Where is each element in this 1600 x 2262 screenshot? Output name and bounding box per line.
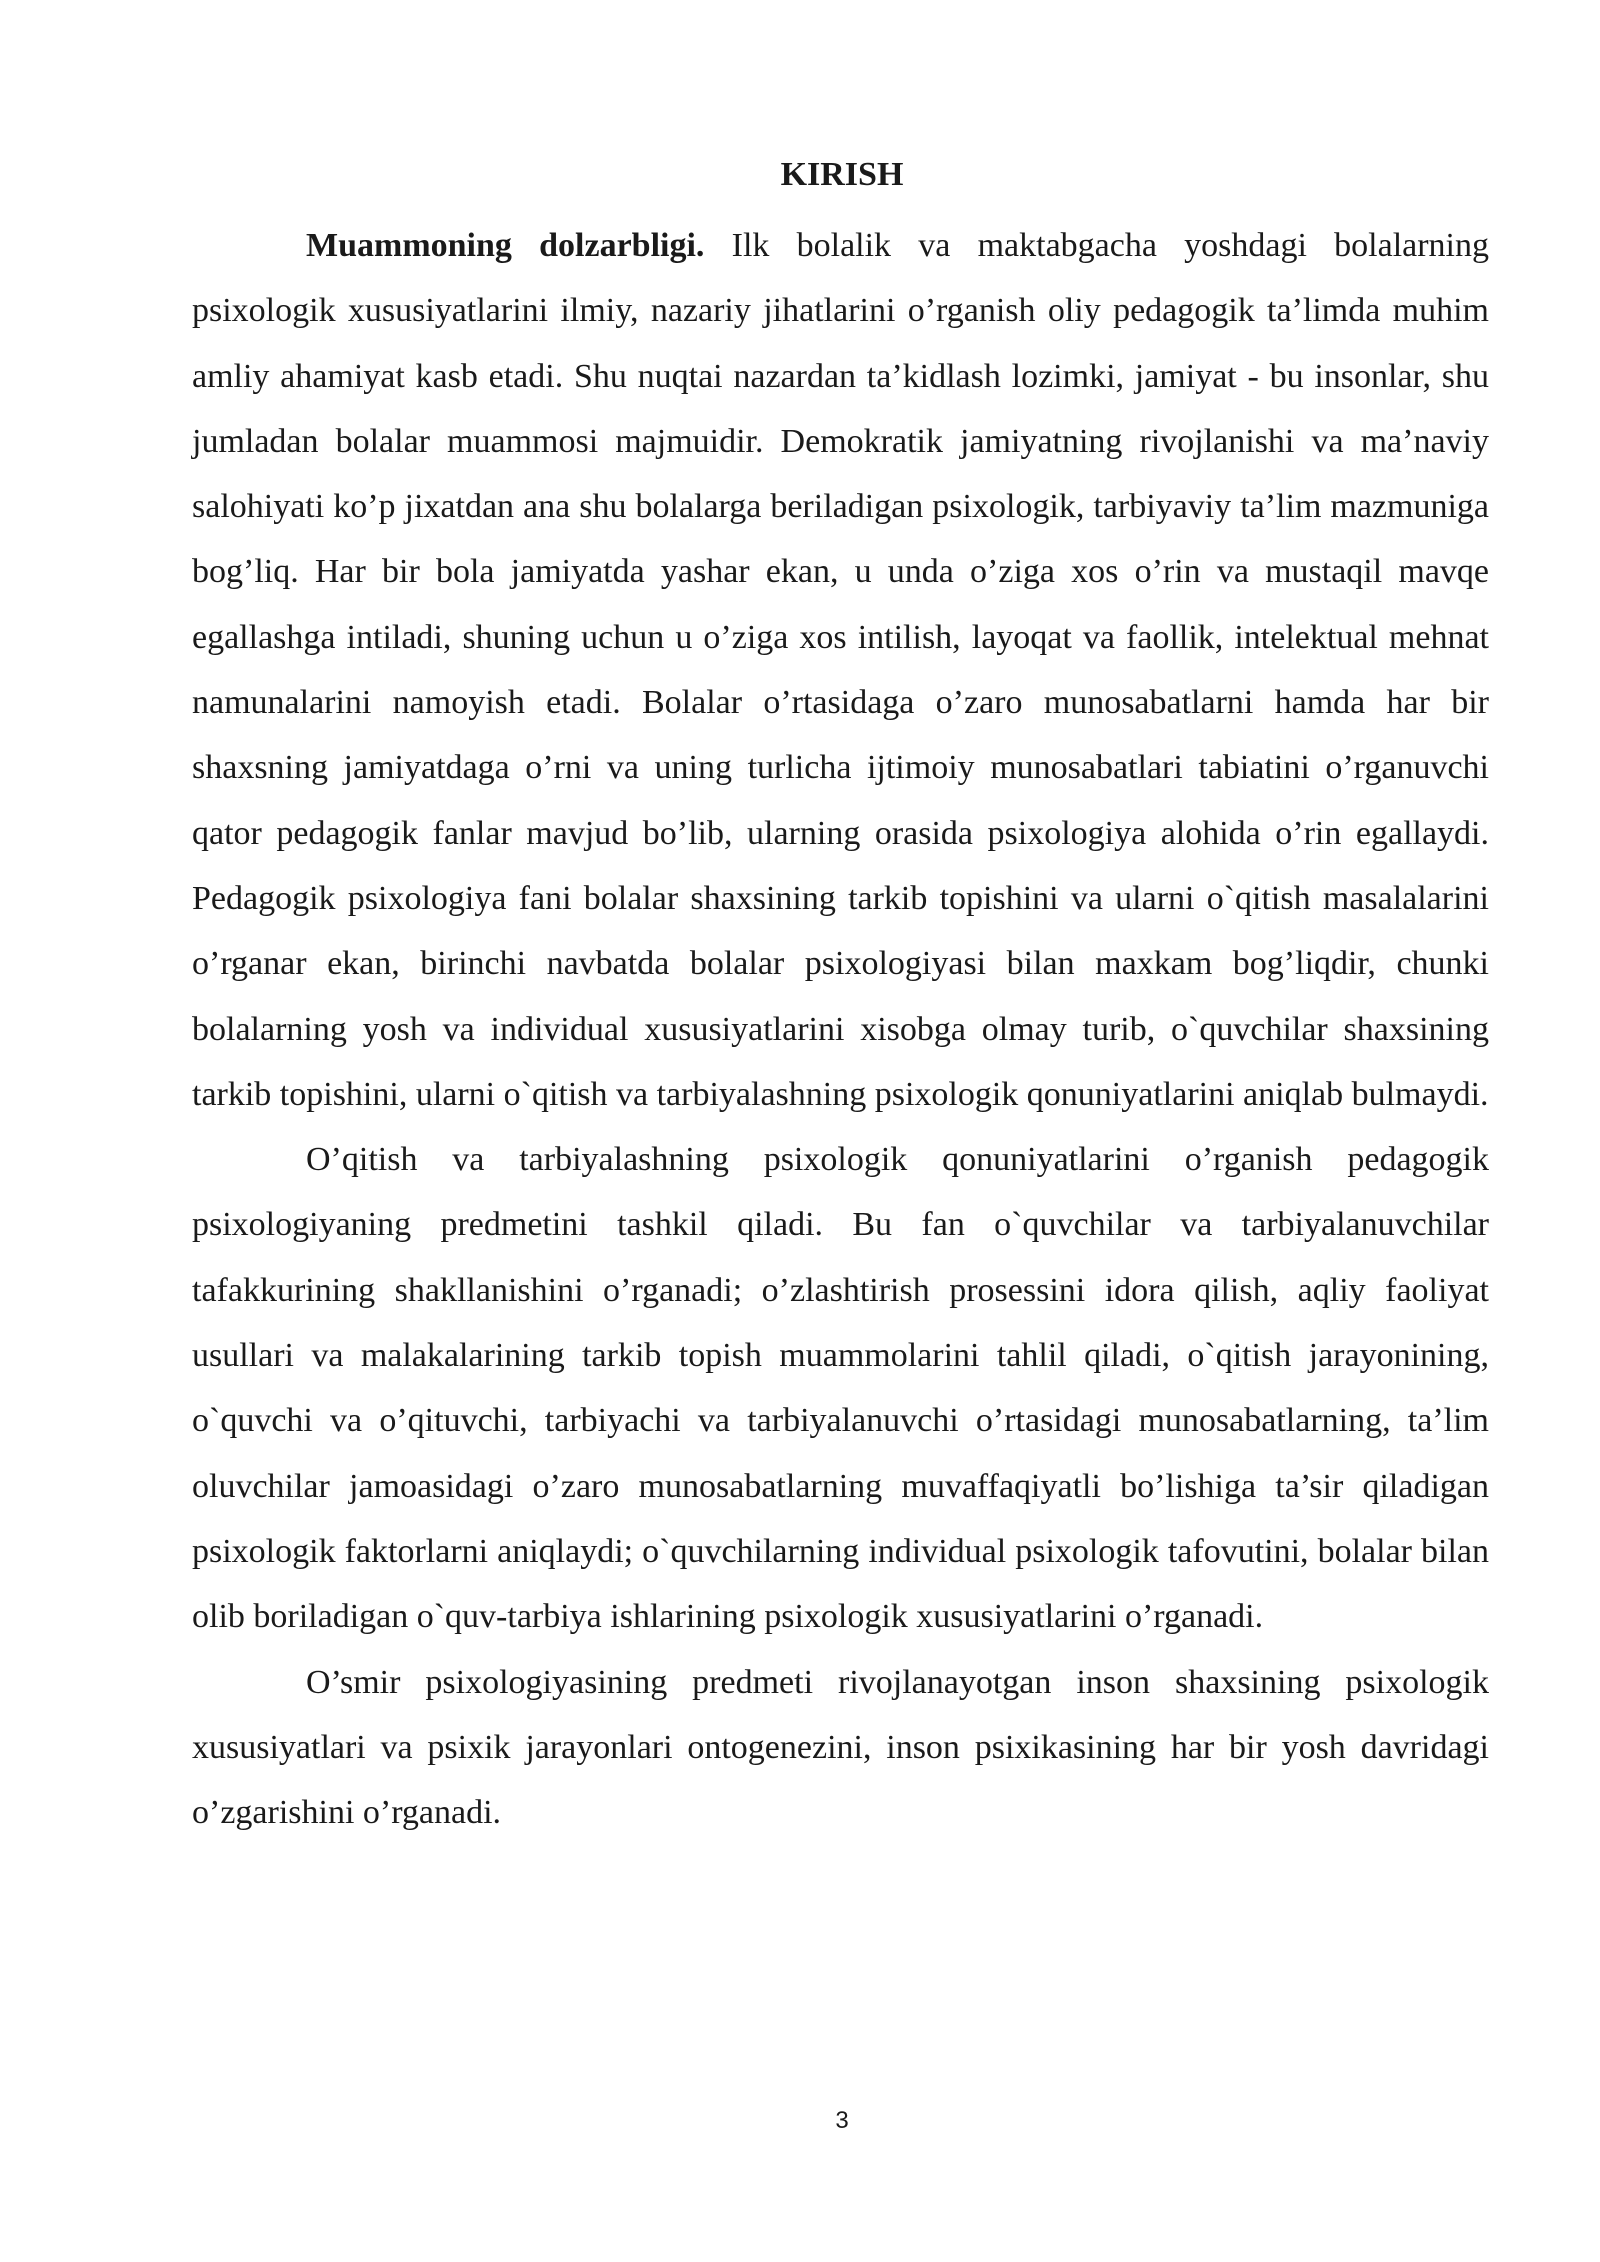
paragraph-text: O’qitish va tarbiyalashning psixologik qonuniyatlarini o’rganish pedagogik psixologiyaning predmetini tashkil qiladi. Bu fan o`quvchilar va tarbiyalanuvchilar tafakkurining shakllanishini o’rganadi; o’zlashtirish prosessini idora qilish, aqliy faoliyat usullari va malakalarining tarkib topish muammolarini tahlil qiladi, o`qitish jarayonining, o`quvchi va o’qituvchi, tarbiyachi va tarbiyalanuvchi o’rtasidagi munosabatlarning, ta’lim oluvchilar jamoasidagi o’zaro munosabatlarning muvaffaqiyatli bo’lishiga ta’sir qiladigan psixologik faktorlarni aniqlaydi; o`quvchilarning individual psixologik tafovutini, bolalar bilan olib boriladigan o`quv-tarbiya ishlarining psixologik xususiyatlarini o’rganadi. [192, 1141, 1489, 1636]
section-heading: KIRISH [780, 156, 904, 193]
page-number: 3 [835, 2107, 849, 2134]
paragraph-text: O’smir psixologiyasining predmeti rivojlanayotgan inson shaxsining psixologik xususiyatlari va psixik jarayonlari ontogenezini, inson psixikasining har bir yosh davridagi o’zgarishini o’rganadi. [192, 1663, 1489, 1832]
paragraph-text: Ilk bolalik va maktabgacha yoshdagi bolalarning psixologik xususiyatlarini ilmiy, nazariy jihatlarini o’rganish oliy pedagogik ta’limda muhim amliy ahamiyat kasb etadi. Shu nuqtai nazardan ta’kidlash lozimki, jamiyat - bu insonlar, shu jumladan bolalar muammosi majmuidir. Demokratik jamiyatning rivojlanishi va ma’naviy salohiyati ko’p jixatdan ana shu bolalarga beriladigan psixologik, tarbiyaviy ta’lim mazmuniga bog’liq. Har bir bola jamiyatda yashar ekan, u unda o’ziga xos o’rin va mustaqil mavqe egallashga intiladi, shuning uchun u o’ziga xos intilish, layoqat va faollik, intelektual mehnat namunalarini namoyish etadi. Bolalar o’rtasidaga o’zaro munosabatlarni hamda har bir shaxsning jamiyatdaga o’rni va uning turlicha ijtimoiy munosabatlari tabiatini o’rganuvchi qator pedagogik fanlar mavjud bo’lib, ularning orasida psixologiya alohida o’rin egallaydi. Pedagogik psixologiya fani bolalar shaxsining tarkib topishini va ularni o`qitish masalalarini o’rganar ekan, birinchi navbatda bolalar psixologiyasi bilan maxkam bog’liqdir, chunki bolalarning yosh va individual xususiyatlarini xisobga olmay turib, o`quvchilar shaxsining tarkib topishini, ularni o`qitish va tarbiyalashning psixologik qonuniyatlarini aniqlab bulmaydi. [192, 227, 1489, 1113]
paragraph-lead-term: Muammoning dolzarbligi. [306, 227, 705, 264]
paragraph-adolescent-psychology [192, 1650, 1489, 1846]
paragraph-pedagogical-psychology [192, 1127, 1489, 1649]
body-text [192, 213, 1489, 1845]
paragraph-relevance [192, 213, 1489, 1127]
